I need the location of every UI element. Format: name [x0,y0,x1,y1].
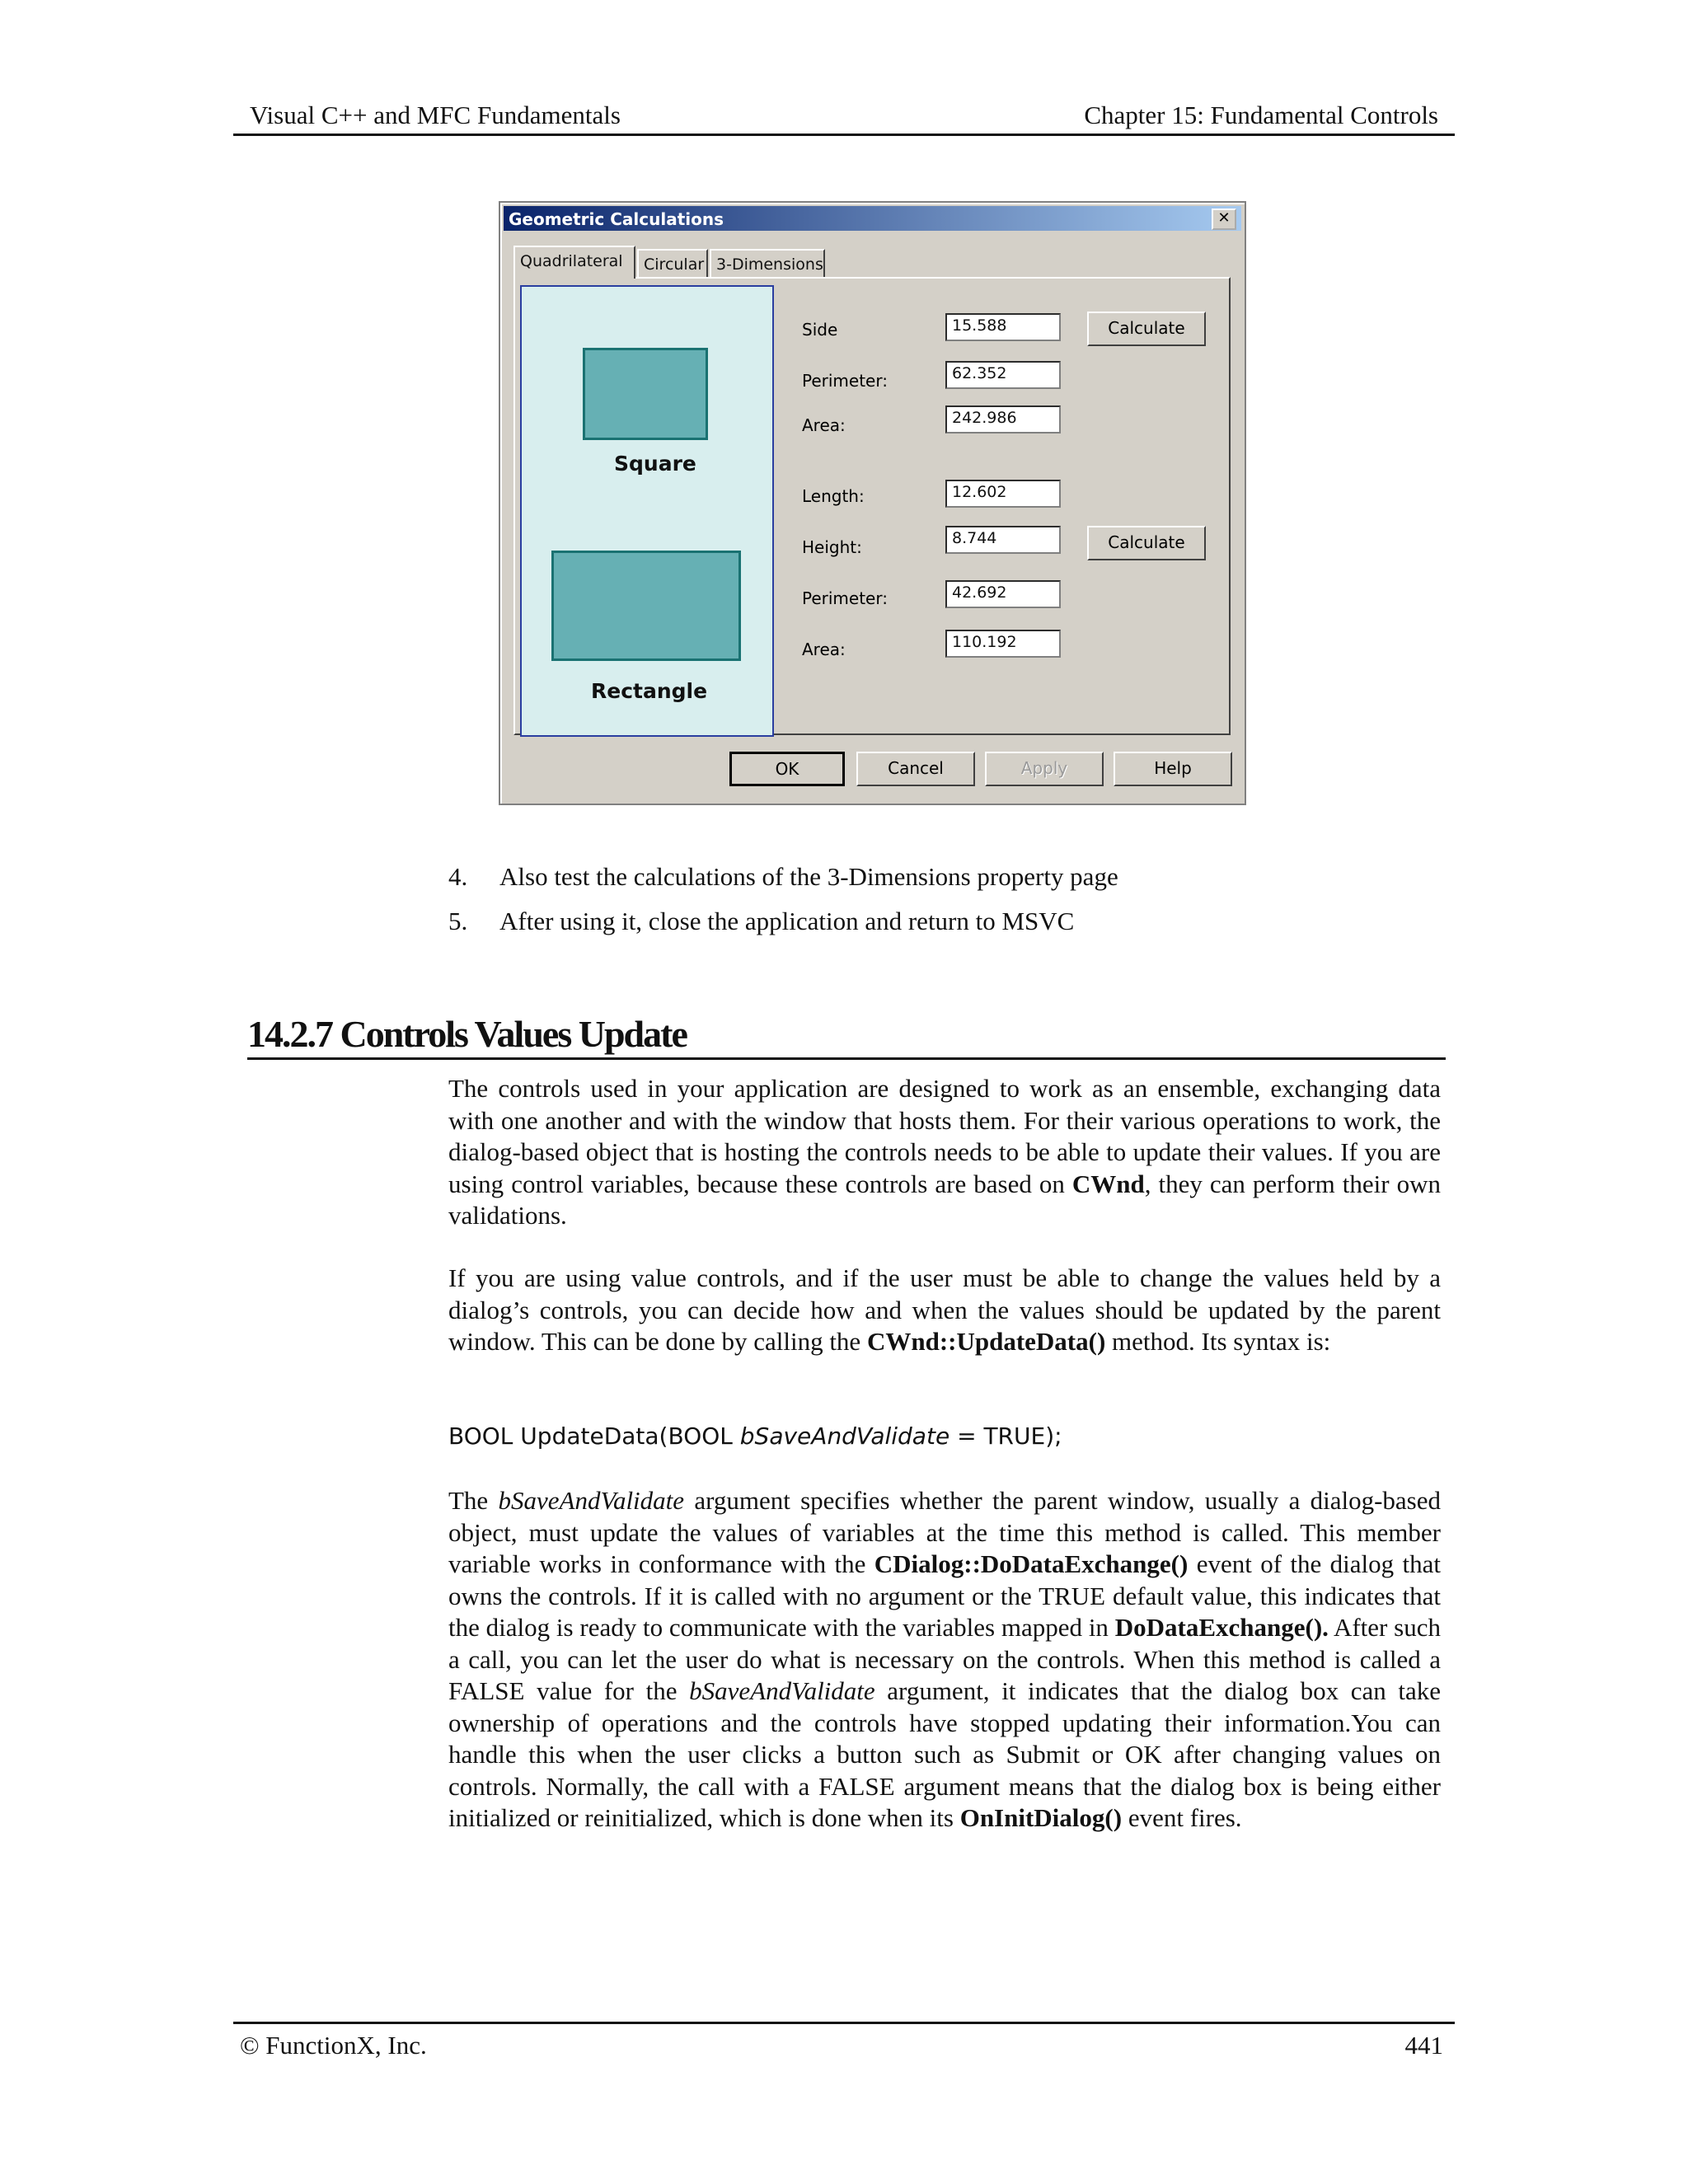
step-text: After using it, close the application and return to MSVC [499,907,1075,935]
rectangle-label: Rectangle [591,679,708,703]
header-book-title: Visual C++ and MFC Fundamentals [250,101,621,129]
square-calculate-button[interactable]: Calculate [1087,312,1206,346]
cancel-button[interactable]: Cancel [856,752,975,786]
footer-copyright: © FunctionX, Inc. [240,2031,427,2060]
step-number: 4. [448,862,468,891]
rectangle-area-field[interactable]: 110.192 [945,630,1061,658]
tab-circular[interactable]: Circular [637,249,708,277]
tab-3-dimensions[interactable]: 3-Dimensions [710,249,825,277]
rectangle-perimeter-field[interactable]: 42.692 [945,580,1061,608]
square-area-label: Area: [802,415,846,435]
section-heading: 14.2.7 Controls Values Update [247,1012,1446,1060]
length-label: Length: [802,486,865,506]
dialog-titlebar[interactable] [504,206,1241,231]
header-chapter-title: Chapter 15: Fundamental Controls [1084,101,1438,129]
square-label: Square [614,452,696,476]
shapes-picture [520,285,774,737]
close-icon[interactable]: ✕ [1212,209,1236,230]
square-shape [583,348,708,440]
side-label: Side [802,320,838,340]
step-text: Also test the calculations of the 3-Dimensions property page [499,862,1118,891]
side-field[interactable]: 15.588 [945,313,1061,341]
tab-quadrilateral[interactable]: Quadrilateral [513,246,635,279]
ok-button[interactable]: OK [729,752,845,786]
dialog-title: Geometric Calculations [509,209,724,229]
code-syntax: BOOL UpdateData(BOOL bSaveAndValidate = TRUE); [448,1422,1062,1450]
geometric-calculations-dialog [499,201,1246,805]
rectangle-shape [551,551,741,661]
step-number: 5. [448,907,468,935]
paragraph-2: If you are using value controls, and if the user must be able to change the values held by a dialog’s controls, you can decide how and when the values should be updated by the parent window. This can be done by calling the CWnd::UpdateData() method. Its syntax is: [448,1263,1441,1356]
rectangle-area-label: Area: [802,640,846,659]
height-field[interactable]: 8.744 [945,526,1061,554]
paragraph-1: The controls used in your application are designed to work as an ensemble, exchanging data with one another and with the window that hosts them. For their various operations to work, the dialog-based object that is hosting the controls needs to be able to update their values. If you are using control variables, because these controls are based on CWnd, they can perform their own validations. [448,1074,1441,1230]
square-perimeter-field[interactable]: 62.352 [945,361,1061,389]
running-footer [233,2022,1455,2065]
page-number: 441 [1404,2031,1443,2060]
help-button[interactable]: Help [1114,752,1232,786]
apply-button[interactable]: Apply [985,752,1104,786]
length-field[interactable]: 12.602 [945,480,1061,508]
square-area-field[interactable]: 242.986 [945,405,1061,434]
paragraph-3: The bSaveAndValidate argument specifies whether the parent window, usually a dialog-based object, must update the values of variables at the time this method is called. This member variable works in conformance with the CDialog::DoDataExchange() event of the dialog that owns the controls. If it is called with no argument or the TRUE default value, this indicates that the dialog is ready to communicate with the variables mapped in DoDataExchange(). After such a call, you can let the user do what is necessary on the controls. When this method is called a FALSE value for the bSaveAndValidate argument, it indicates that the dialog box can take ownership of operations and the controls have stopped updating their information.You can handle this when the user clicks a button such as Submit or OK after changing values on controls. Normally, the call with a FALSE argument means that the dialog box is being either initialized or reinitialized, which is done when its OnInitDialog() event fires. [448,1486,1442,1832]
square-perimeter-label: Perimeter: [802,371,888,391]
running-header [233,99,1455,136]
rectangle-perimeter-label: Perimeter: [802,588,888,608]
height-label: Height: [802,537,862,557]
rectangle-calculate-button[interactable]: Calculate [1087,526,1206,560]
